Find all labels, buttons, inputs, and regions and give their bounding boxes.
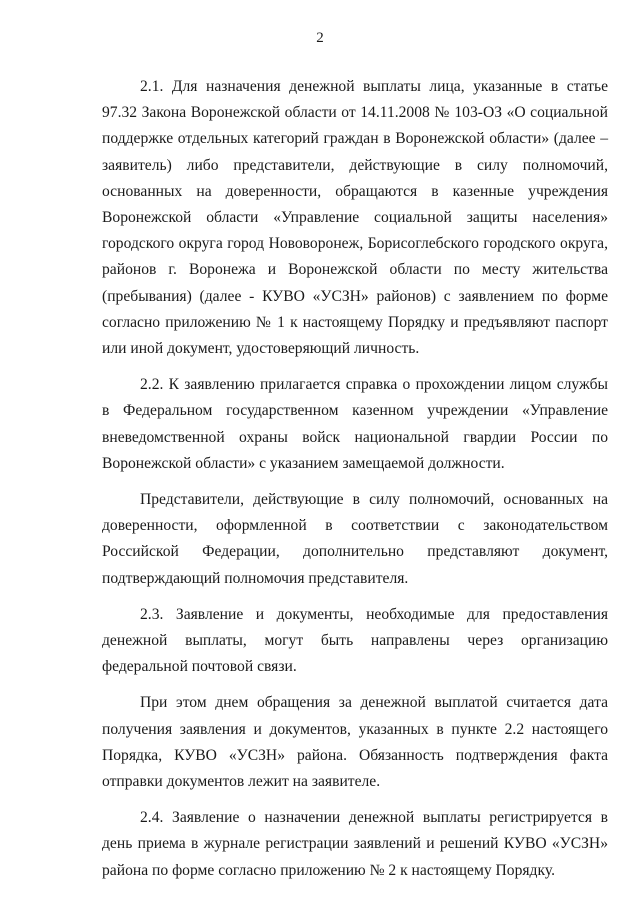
document-body — [102, 74, 608, 894]
paragraph-2-2: 2.2. К заявлению прилагается справка о прохождении лицом службы в Федеральном государственном казенном учреждении «Управление вневедомственной охраны войск национальной гвардии России по Воронежской области» с указанием замещаемой должности. — [102, 376, 608, 472]
paragraph-2-1: 2.1. Для назначения денежной выплаты лица, указанные в статье 97.32 Закона Воронежской области от 14.11.2008 № 103-ОЗ «О социальной поддержке отдельных категорий граждан в Воронежской области» (далее – заявитель) либо представители, действующие в силу полномочий, основанных на доверенности, обращаются в казенные учреждения Воронежской области «Управление социальной защиты населения» городского округа город Нововоронеж, Борисоглебского городского округа, районов г. Воронежа и Воронежской области по месту жительства (пребывания) (далее - КУВО «УСЗН» районов) с заявлением по форме согласно приложению № 1 к настоящему Порядку и предъявляют паспорт или иной документ, удостоверяющий личность. — [102, 78, 608, 358]
page-number: 2 — [316, 30, 324, 46]
paragraph-representatives: Представители, действующие в силу полномочий, основанных на доверенности, оформленной в соответствии с законодательством Российской Федерации, дополнительно представляют документ, подтверждающий полномочия представителя. — [102, 491, 608, 587]
paragraph-2-4: 2.4. Заявление о назначении денежной выплаты регистрируется в день приема в журнале регистрации заявлений и решений КУВО «УСЗН» района по форме согласно приложению № 2 к настоящему Порядку. — [102, 809, 608, 879]
paragraph-application-date: При этом днем обращения за денежной выплатой считается дата получения заявления и документов, указанных в пункте 2.2 настоящего Порядка, КУВО «УСЗН» района. Обязанность подтверждения факта отправки документов лежит на заявителе. — [102, 694, 608, 791]
paragraph-2-3: 2.3. Заявление и документы, необходимые для предоставления денежной выплаты, могут быть направлены через организацию федеральной почтовой связи. — [102, 605, 608, 676]
